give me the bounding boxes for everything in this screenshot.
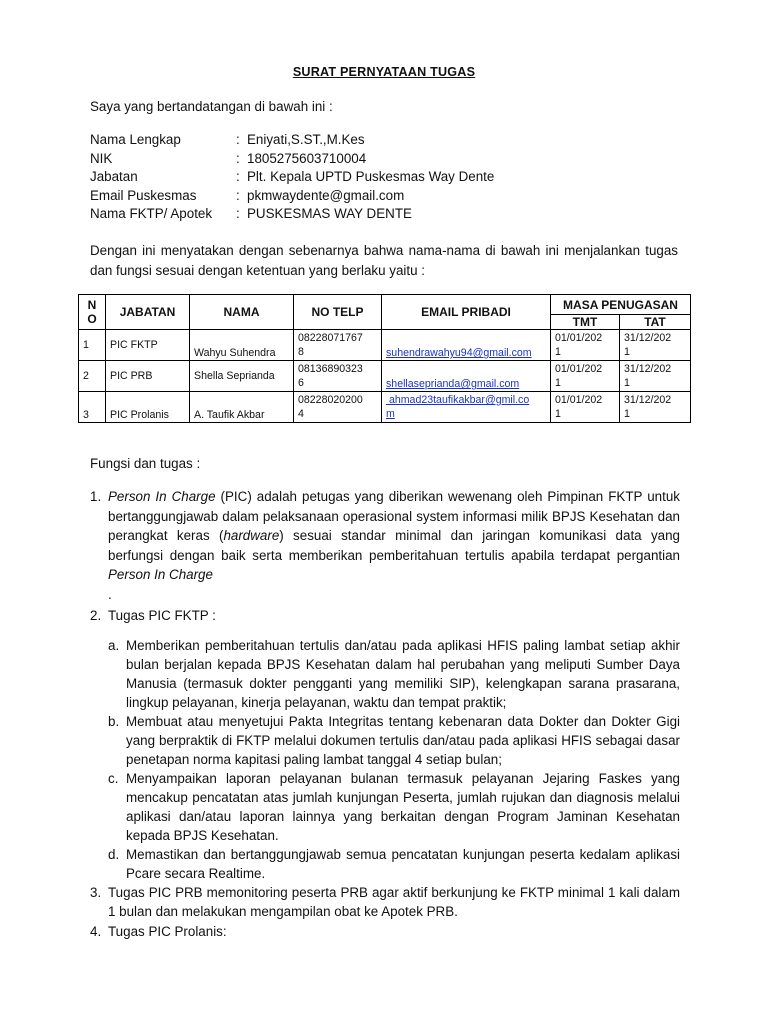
tmt-line2: 1 xyxy=(555,346,561,358)
sub-number: b. xyxy=(108,713,120,729)
field-label: Nama Lengkap xyxy=(90,132,181,147)
field-value: 1805275603710004 xyxy=(247,150,367,166)
sub-number: c. xyxy=(108,770,119,786)
intro-text: Saya yang bertandatangan di bawah ini : xyxy=(90,99,333,114)
list-item-4 xyxy=(90,922,680,942)
cell-email xyxy=(382,330,551,361)
cell-jabatan: PIC FKTP xyxy=(106,330,190,361)
tmt-line2: 1 xyxy=(555,377,561,389)
sub-text: Menyampaikan laporan pelayanan bulanan termasuk pelayanan Jejaring Faskes yang mencakup pencatatan atas jumlah kunjungan Peserta, jumlah rujukan dan diagnosis melalui aplikasi dan/atau laporan lainnya yang berkaitan dengan Program Jaminan Kesehatan kepada BPJS Kesehatan. xyxy=(126,770,680,843)
telp-line1: 08228020200 xyxy=(298,394,363,406)
field-nama-lengkap xyxy=(90,131,494,150)
tat-line2: 1 xyxy=(624,377,630,389)
table-row xyxy=(79,330,691,361)
sub-text: Memberikan pemberitahuan tertulis dan/atau pada aplikasi HFIS paling lambat setiap akhir bulan berjalan kepada BPJS Kesehatan dalam hal perubahan yang meliputi Sumber Daya Manusia (termasuk dokter pengganti yang memiliki SIP), kelengkapan sarana prasarana, lingkup pelayanan, kinerja pelayanan, waktu dan tempat praktik; xyxy=(126,637,680,710)
header-no-line2: O xyxy=(87,312,97,326)
field-value: pkmwaydente@gmail.com xyxy=(247,187,405,203)
pic-fktp-sublist xyxy=(108,636,680,883)
sub-text: Membuat atau menyetujui Pakta Integritas tentang kebenaran data Dokter dan Dokter Gigi yang berpraktik di FKTP melalui dokumen tertulis dan/atau pada aplikasi HFIS sebagai dasar penetapan norma kapitasi paling lambat tanggal 4 setiap bulan; xyxy=(126,713,680,767)
fungsi-heading: Fungsi dan tugas : xyxy=(90,456,201,471)
header-tat: TAT xyxy=(620,315,691,330)
trailing-dot: . xyxy=(108,586,112,602)
field-colon: : xyxy=(236,169,240,185)
cell-tat xyxy=(620,361,691,392)
field-value: Eniyati,S.ST.,M.Kes xyxy=(247,132,365,147)
cell-tat xyxy=(620,392,691,423)
cell-no: 3 xyxy=(79,392,106,423)
statement-paragraph: Dengan ini menyatakan dengan sebenarnya bahwa nama-nama di bawah ini menjalankan tugas dan fungsi sesuai dengan ketentuan yang berlaku yaitu : xyxy=(90,243,678,278)
field-colon: : xyxy=(236,187,240,203)
field-nik xyxy=(90,150,494,169)
field-value: PUSKESMAS WAY DENTE xyxy=(247,206,412,222)
tmt-line1: 01/01/202 xyxy=(555,394,603,406)
pic-table xyxy=(78,294,691,423)
field-jabatan xyxy=(90,168,494,187)
tmt-line2: 1 xyxy=(555,408,561,420)
field-label: Nama FKTP/ Apotek xyxy=(90,206,213,222)
sub-item-d xyxy=(108,845,680,883)
field-label: Email Puskesmas xyxy=(90,187,197,203)
header-email: EMAIL PRIBADI xyxy=(382,295,551,330)
sub-number: d. xyxy=(108,846,120,862)
field-label: Jabatan xyxy=(90,169,138,185)
tat-line1: 31/12/202 xyxy=(624,394,672,406)
text-part: ) sesuai standar minimal dan jaringan komunikasi data yang berfungsi dengan baik serta memberikan pemberitahuan tertulis apabila terdapat pergantian xyxy=(108,528,680,563)
telp-line1: 08136890323 xyxy=(298,363,363,375)
header-no xyxy=(79,295,106,330)
email-link-line2[interactable]: m xyxy=(386,408,395,420)
document-title: SURAT PERNYATAAN TUGAS xyxy=(292,65,476,79)
header-masa-penugasan: MASA PENUGASAN xyxy=(551,295,691,315)
cell-no: 2 xyxy=(79,361,106,392)
tat-line2: 1 xyxy=(624,346,630,358)
list-item-2 xyxy=(90,606,680,626)
cell-jabatan: PIC Prolanis xyxy=(106,392,190,423)
item-number: 2. xyxy=(90,608,102,623)
telp-line2: 6 xyxy=(298,377,304,389)
identity-fields xyxy=(90,131,494,224)
field-value: Plt. Kepala UPTD Puskesmas Way Dente xyxy=(247,169,495,185)
table-row xyxy=(79,361,691,392)
item-number: 4. xyxy=(90,923,102,939)
cell-nama: Shella Seprianda xyxy=(190,361,294,392)
cell-tmt xyxy=(551,330,620,361)
tmt-line1: 01/01/202 xyxy=(555,363,603,375)
item-number: 3. xyxy=(90,884,102,900)
field-colon: : xyxy=(236,150,240,166)
cell-nama: A. Taufik Akbar xyxy=(190,392,294,423)
cell-jabatan: PIC PRB xyxy=(106,361,190,392)
item-text: Tugas PIC Prolanis: xyxy=(108,923,227,939)
sub-text: Memastikan dan bertanggungjawab semua pencatatan kunjungan peserta kedalam aplikasi Pcare secara Realtime. xyxy=(126,846,680,881)
sub-item-c xyxy=(108,769,680,845)
cell-tmt xyxy=(551,361,620,392)
tat-line1: 31/12/202 xyxy=(624,363,672,375)
cell-email xyxy=(382,361,551,392)
telp-line2: 4 xyxy=(298,408,304,420)
field-email-puskesmas xyxy=(90,187,494,206)
field-colon: : xyxy=(236,132,240,147)
cell-telp xyxy=(294,361,382,392)
header-no-line1: N xyxy=(87,298,97,312)
header-nama: NAMA xyxy=(190,295,294,330)
telp-line1: 08228071767 xyxy=(298,332,363,344)
sub-item-a xyxy=(108,636,680,712)
cell-tmt xyxy=(551,392,620,423)
sub-item-b xyxy=(108,712,680,769)
cell-tat xyxy=(620,330,691,361)
tat-line1: 31/12/202 xyxy=(624,332,672,344)
email-link[interactable]: suhendrawahyu94@gmail.com xyxy=(386,347,532,359)
term-pic: Person In Charge xyxy=(108,489,216,504)
header-tmt: TMT xyxy=(551,315,620,330)
header-telp: NO TELP xyxy=(294,295,382,330)
cell-nama: Wahyu Suhendra xyxy=(190,330,294,361)
field-nama-fktp xyxy=(90,205,494,224)
table-row xyxy=(79,392,691,423)
cell-telp xyxy=(294,392,382,423)
term-pic: Person In Charge xyxy=(108,567,213,582)
list-item-1 xyxy=(90,487,680,604)
item-number: 1. xyxy=(90,489,102,504)
telp-line2: 8 xyxy=(298,346,304,358)
field-label: NIK xyxy=(90,150,113,166)
text-part: (PIC) adalah petugas yang diberikan wewenang oleh Pimpinan FKTP untuk bertanggungjawab dalam pelaksanaan operasional system informasi milik BPJS Kesehatan dan perangkat keras ( xyxy=(108,489,680,543)
tat-line2: 1 xyxy=(624,408,630,420)
email-link-line1[interactable]: ahmad23taufikakbar@gmil.co xyxy=(386,394,530,406)
email-link[interactable]: shellaseprianda@gmail.com xyxy=(386,378,520,390)
term-hardware: hardware xyxy=(223,528,280,543)
tmt-line1: 01/01/202 xyxy=(555,332,603,344)
cell-email xyxy=(382,392,551,423)
header-jabatan: JABATAN xyxy=(106,295,190,330)
list-item-3 xyxy=(90,883,680,922)
item-text: Tugas PIC FKTP : xyxy=(108,608,216,623)
task-list xyxy=(90,487,680,941)
item-text: Tugas PIC PRB memonitoring peserta PRB agar aktif berkunjung ke FKTP minimal 1 kali dalam 1 bulan dan melakukan mengampilan obat ke Apotek PRB. xyxy=(108,884,680,919)
field-colon: : xyxy=(236,206,240,222)
cell-no: 1 xyxy=(79,330,106,361)
sub-number: a. xyxy=(108,637,120,653)
cell-telp xyxy=(294,330,382,361)
item-text xyxy=(108,489,680,582)
